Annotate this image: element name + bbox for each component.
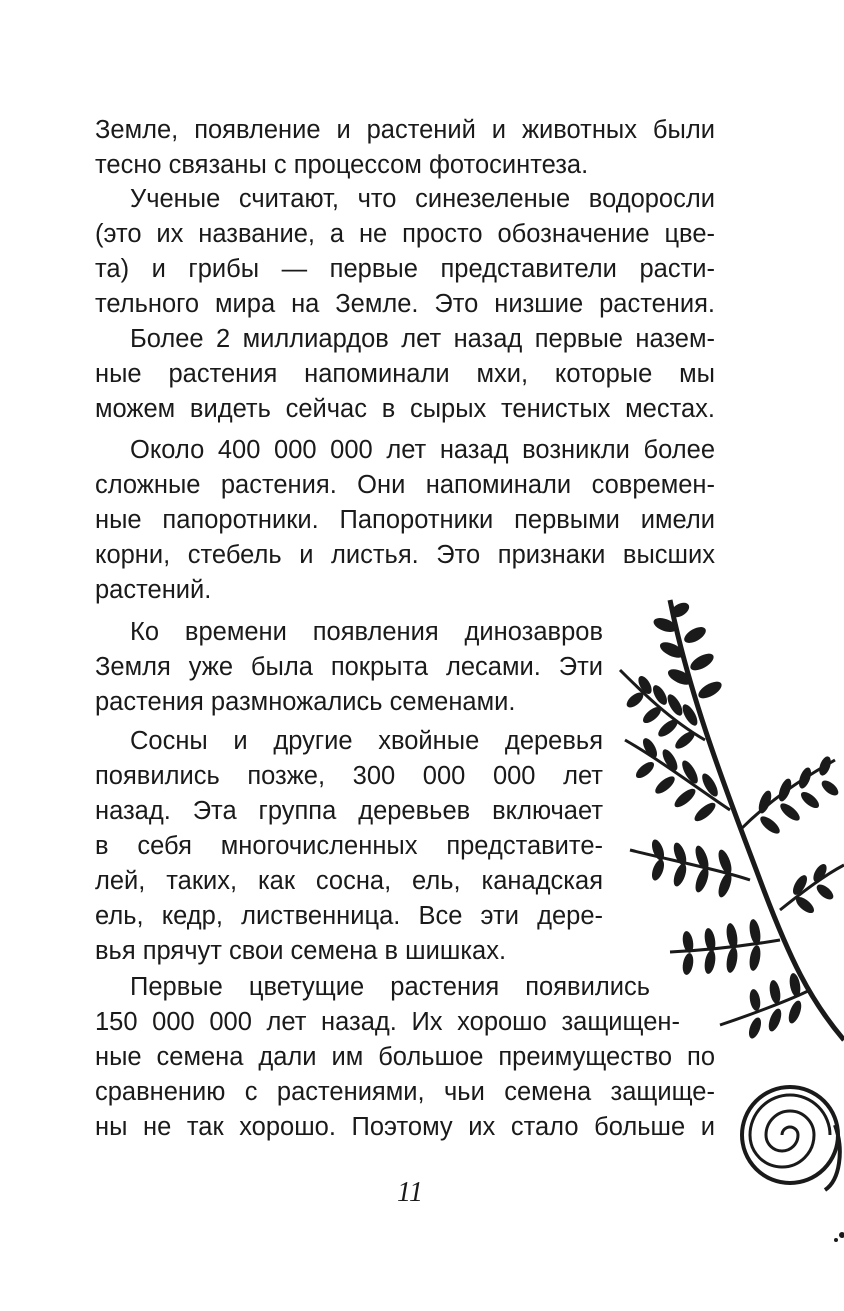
text-line: Сосны и другие хвойные деревья (130, 727, 603, 755)
page-number: 11 (397, 1177, 423, 1208)
text-line: Земля уже была покрыта лесами. Эти (95, 653, 603, 681)
text-line: сравнению с растениями, чьи семена защище- (95, 1078, 715, 1106)
text-line: вья прячут свои семена в шишках. (95, 937, 507, 965)
text-line: сложные растения. Они напоминали современ- (95, 471, 715, 499)
text-line: (это их название, а не просто обозначение цве- (95, 220, 715, 248)
text-line: Земле, появление и растений и животных были (95, 116, 715, 144)
text-line: Более 2 миллиардов лет назад первые назем- (130, 325, 715, 353)
text-line: в себя многочисленных представите- (95, 832, 603, 860)
text-line: ные папоротники. Папоротники первыми имели (95, 506, 715, 534)
text-line: ель, кедр, лиственница. Все эти дере- (95, 902, 603, 930)
text-line: ны не так хорошо. Поэтому их стало больше и (95, 1113, 715, 1141)
text-line: тельного мира на Земле. Это низшие растения. (95, 290, 715, 318)
text-line: ные растения напоминали мхи, которые мы (95, 360, 715, 388)
text-line: Ученые считают, что синезеленые водоросли (130, 185, 715, 213)
text-line: тесно связаны с процессом фотосинтеза. (95, 151, 589, 179)
text-line: корни, стебель и листья. Это признаки высших (95, 541, 715, 569)
text-line: Около 400 000 000 лет назад возникли более (130, 436, 715, 464)
fern-illustration-icon (610, 580, 844, 1250)
text-line: ные семена дали им большое преимущество по (95, 1043, 715, 1071)
text-line: лей, таких, как сосна, ель, канадская (95, 867, 603, 895)
text-line: растения размножались семенами. (95, 688, 516, 716)
text-line: Ко времени появления динозавров (130, 618, 603, 646)
text-line: 150 000 000 лет назад. Их хорошо защищен- (95, 1008, 680, 1036)
text-line: Первые цветущие растения появились (130, 973, 650, 1001)
text-line: назад. Эта группа деревьев включает (95, 797, 603, 825)
text-line: можем видеть сейчас в сырых тенистых местах. (95, 395, 715, 423)
text-line: та) и грибы — первые представители расти- (95, 255, 715, 283)
text-line: растений. (95, 576, 212, 604)
text-line: появились позже, 300 000 000 лет (95, 762, 603, 790)
